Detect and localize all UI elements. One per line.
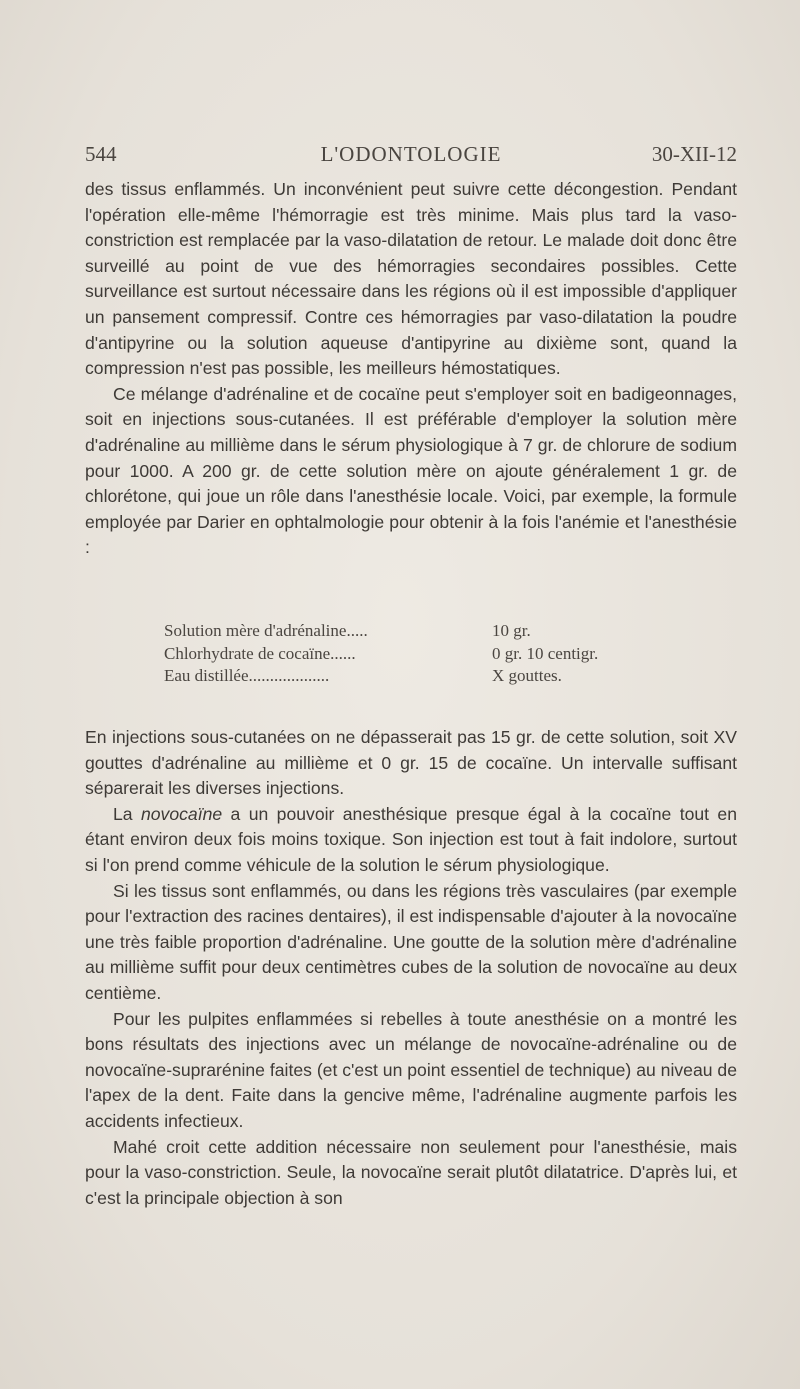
- formula-ingredient: Solution mère d'adrénaline.....: [164, 621, 368, 640]
- paragraph-rest: a un pouvoir anesthésique presque égal à la cocaïne tout en étant environ deux fois moins toxique. Son injection est tout à fait indolore, surtout si l'on prend comme véhicule de la solution le sérum physiologique.: [85, 803, 737, 875]
- formula-quantity: X gouttes.: [492, 666, 562, 685]
- paragraph: [85, 802, 737, 879]
- body-text-bottom: [85, 725, 737, 1211]
- italic-term: novocaïne: [140, 803, 223, 824]
- paragraph: Si les tissus sont enflammés, ou dans les régions très vasculaires (par exemple pour l'extraction des racines dentaires), il est indispensable d'ajouter à la novocaïne une très faible proportion d'adrénaline. Une goutte de la solution mère d'adrénaline au millième suffit pour deux centimètres cubes de la solution de novocaïne au deux centième.: [85, 880, 737, 1003]
- paragraph: Pour les pulpites enflammées si rebelles à toute anesthésie on a montré les bons résultats des injections avec un mélange de novocaïne-adrénaline ou de novocaïne-suprarénine faites (et c'est un point essentiel de technique) au niveau de l'apex de la dent. Faite dans la gencive même, l'adrénaline augmente parfois les accidents infectieux.: [85, 1008, 737, 1131]
- paragraph: Mahé croit cette addition nécessaire non seulement pour l'anesthésie, mais pour la vaso-constriction. Seule, la novocaïne serait plutôt dilatatrice. D'après lui, et c'est la principale objection à son: [85, 1136, 737, 1208]
- body-text-top: [85, 177, 737, 561]
- formula-ingredient: Eau distillée...................: [164, 666, 330, 685]
- formula-row: [164, 665, 684, 688]
- formula-row: [164, 620, 684, 643]
- running-header: [85, 142, 737, 172]
- issue-date: 30-XII-12: [651, 142, 737, 166]
- formula-table: [164, 620, 684, 688]
- paragraph: Ce mélange d'adrénaline et de cocaïne peut s'employer soit en badigeonnages, soit en injections sous-cutanées. Il est préférable d'employer la solution mère d'adrénaline au millième dans le sérum physiologique à 7 gr. de chlorure de sodium pour 1000. A 200 gr. de cette solution mère on ajoute généralement 1 gr. de chlorétone, qui joue un rôle dans l'anesthésie locale. Voici, par exemple, la formule employée par Darier en ophtalmologie pour obtenir à la fois l'anémie et l'anesthésie :: [85, 383, 737, 558]
- formula-row: [164, 643, 684, 666]
- page-number: 544: [85, 142, 117, 166]
- paragraph: En injections sous-cutanées on ne dépasserait pas 15 gr. de cette solution, soit XV gouttes d'adrénaline au millième et 0 gr. 15 de cocaïne. Un intervalle suffisant séparerait les diverses injections.: [85, 727, 737, 799]
- journal-title: L'ODONTOLOGIE: [320, 142, 502, 166]
- paragraph-lead: La: [113, 803, 141, 824]
- formula-ingredient: Chlorhydrate de cocaïne......: [164, 643, 356, 663]
- formula-quantity: 0 gr. 10 centigr.: [492, 643, 599, 663]
- formula-quantity: 10 gr.: [492, 621, 531, 640]
- paragraph: des tissus enflammés. Un inconvénient peut suivre cette décongestion. Pendant l'opération elle-même l'hémorragie est très minime. Mais plus tard la vaso-constriction est remplacée par la vaso-dilatation de retour. Le malade doit donc être surveillé au point de vue des hémorragies secondaires possibles. Cette surveillance est surtout nécessaire dans les régions où il est impossible d'appliquer un pansement compressif. Contre ces hémorragies par vaso-dilatation la poudre d'antipyrine ou la solution aqueuse d'antipyrine au dixième sont, quand la compression n'est pas possible, les meilleurs hémostatiques.: [85, 179, 737, 379]
